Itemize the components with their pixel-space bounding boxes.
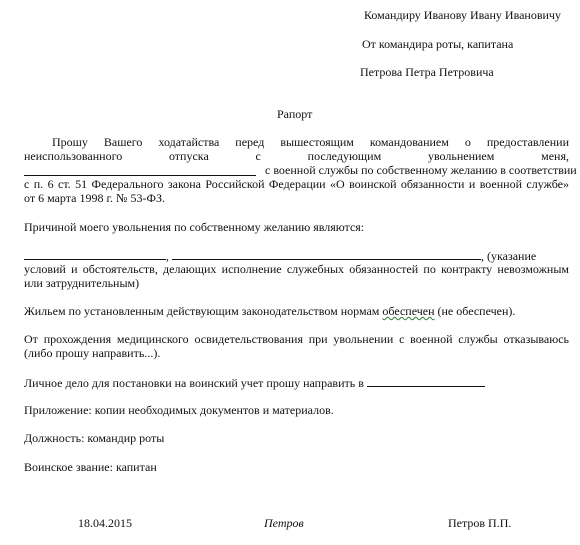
addressee-line: Командиру Иванову Ивану Ивановичу <box>364 8 561 22</box>
rank-line: Воинское звание: капитан <box>24 460 157 474</box>
reason-separator: , <box>166 249 169 263</box>
position-line: Должность: командир роты <box>24 431 165 445</box>
reasons-blank-line-2 <box>172 248 536 263</box>
housing-alt: (не обеспечен). <box>437 304 516 318</box>
housing-obespechen: обеспечен <box>382 304 435 318</box>
request-word: увольнением <box>427 149 495 163</box>
document-title: Рапорт <box>277 107 313 121</box>
from-line: От командира роты, капитана <box>362 37 514 51</box>
medical-line-2: (либо прошу направить...). <box>24 346 161 360</box>
reasons-blank-line <box>24 248 169 263</box>
attachment-line: Приложение: копии необходимых документов и материалов. <box>24 403 334 417</box>
housing-text: Жильем по установленным действующим законодательством нормам <box>24 304 380 318</box>
request-line-4: с п. 6 ст. 51 Федерального закона Российской Федерации «О воинской обязанности и военной службе» <box>24 177 569 191</box>
request-line-1: Прошу Вашего ходатайства перед вышестоящим командованием о предоставлении <box>52 135 569 149</box>
name-blank[interactable] <box>24 164 256 176</box>
medical-line-1: От прохождения медицинского освидетельствования при увольнении с военной службы отказываюсь <box>24 332 569 346</box>
personal-file-line <box>24 375 485 390</box>
signature: Петров <box>264 516 304 530</box>
request-word: последующим <box>307 149 382 163</box>
report-date: 18.04.2015 <box>78 516 132 530</box>
reasons-intro: Причиной моего увольнения по собственному желанию являются: <box>24 220 365 234</box>
military-office-blank[interactable] <box>367 375 485 387</box>
reasons-line-3: или затруднительным) <box>24 276 140 290</box>
request-word: меня, <box>541 149 569 163</box>
housing-line <box>24 304 515 318</box>
reason-tail: , (указание <box>481 249 537 263</box>
request-line-2 <box>24 149 569 163</box>
reason-blank-1[interactable] <box>24 248 166 260</box>
reasons-line-2: условий и обстоятельств, делающих исполнение служебных обязанностей по контракту невозможным <box>24 262 569 276</box>
request-word: неиспользованного <box>24 149 123 163</box>
request-line-3-text: с военной службы по собственному желанию в соответствии <box>265 163 577 177</box>
request-line-5: от 6 марта 1998 г. № 53-ФЗ. <box>24 191 165 205</box>
sender-name: Петрова Петра Петровича <box>360 65 494 79</box>
reason-blank-2[interactable] <box>172 248 481 260</box>
signer-name: Петров П.П. <box>448 516 512 530</box>
request-word: с <box>255 149 261 163</box>
request-word: отпуска <box>168 149 209 163</box>
personal-file-text: Личное дело для постановки на воинский учет прошу направить в <box>24 376 364 390</box>
